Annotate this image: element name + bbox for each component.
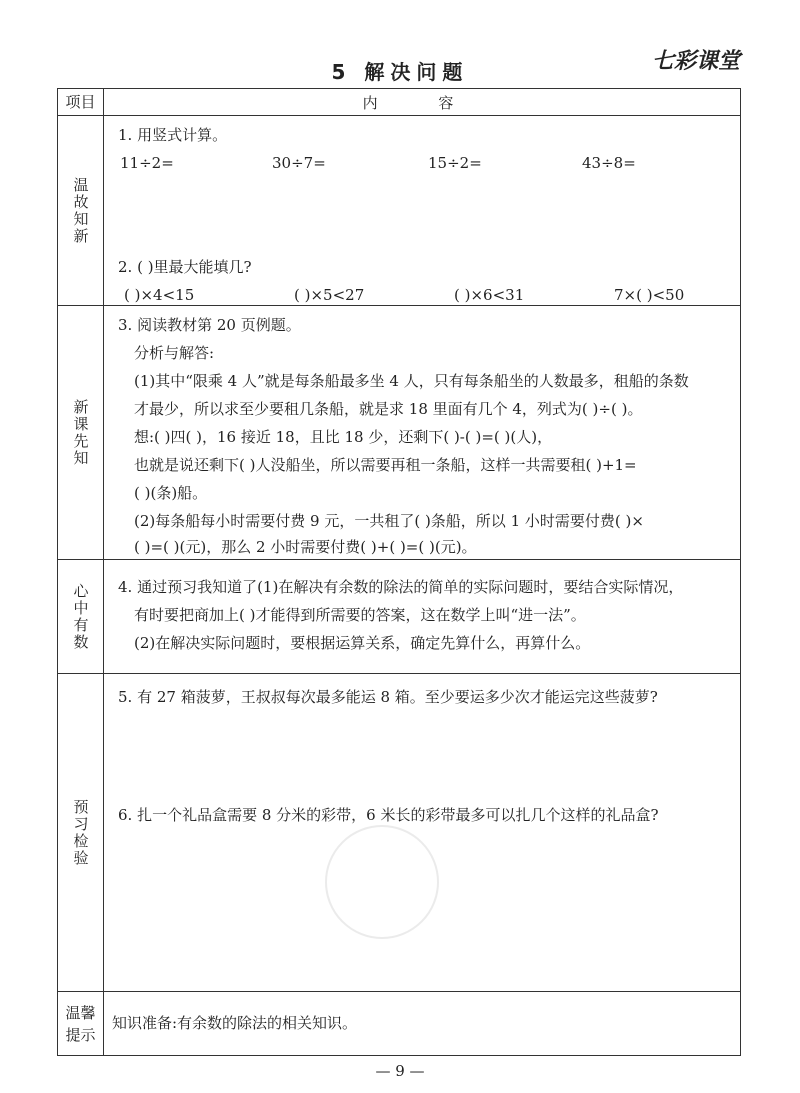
table-header-row xyxy=(58,89,740,115)
text-line: (1)其中“限乘 4 人”就是每条船最多坐 4 人，只有每条船坐的人数最多，租船的条数 xyxy=(134,372,689,390)
question-5: 5. 有 27 箱菠萝，王叔叔每次最多能运 8 箱。至少要运多少次才能运完这些菠萝? xyxy=(118,688,658,706)
section-label: 温故知新 xyxy=(71,176,90,245)
brand-logo: 七彩课堂 xyxy=(651,49,740,74)
watermark-stamp-icon xyxy=(325,825,439,939)
calc-item: 15÷2= xyxy=(428,154,482,172)
tip-text: 知识准备:有余数的除法的相关知识。 xyxy=(112,1014,358,1032)
section-label: 心中有数 xyxy=(71,582,90,651)
text-line: ( )=( )(元)，那么 2 小时需要付费( )+( )=( )(元)。 xyxy=(134,538,477,556)
calc-item: 30÷7= xyxy=(272,154,326,172)
calc-item: 11÷2= xyxy=(120,154,174,172)
text-line: 有时要把商加上( )才能得到所需要的答案，这在数学上叫“进一法”。 xyxy=(134,606,586,624)
question-6: 6. 扎一个礼品盒需要 8 分米的彩带，6 米长的彩带最多可以扎几个这样的礼品盒? xyxy=(118,806,659,824)
text-line: 想:( )四( )，16 接近 18，且比 18 少，还剩下( )-( )=( )(人)， xyxy=(134,428,553,446)
fill-item: ( )×5<27 xyxy=(294,286,365,304)
calc-item: 43÷8= xyxy=(582,154,636,172)
question-2: 2. ( )里最大能填几? xyxy=(118,258,252,276)
text-line: (2)在解决实际问题时，要根据运算关系，确定先算什么，再算什么。 xyxy=(134,634,591,652)
header-label: 项目 xyxy=(65,93,96,111)
fill-item: ( )×6<31 xyxy=(454,286,525,304)
section-tips xyxy=(58,991,740,1055)
fill-item: 7×( )<50 xyxy=(614,286,685,304)
text-line: 分析与解答: xyxy=(134,344,215,362)
section-label: 预习检验 xyxy=(71,798,90,867)
fill-item: ( )×4<15 xyxy=(124,286,195,304)
section-label: 温馨提示 xyxy=(65,1003,96,1044)
header-content: 内 容 xyxy=(362,93,482,112)
section-label: 新课先知 xyxy=(71,398,90,467)
text-line: ( )(条)船。 xyxy=(134,484,208,502)
text-line: (2)每条船每小时需要付费 9 元，一共租了( )条船，所以 1 小时需要付费( )× xyxy=(134,512,644,530)
section-new-lesson xyxy=(58,305,740,559)
page-number: — 9 — xyxy=(375,1062,425,1080)
section-summary xyxy=(58,559,740,673)
page-title: 5 解决问题 xyxy=(331,60,469,84)
question-4: 4. 通过预习我知道了(1)在解决有余数的除法的简单的实际问题时，要结合实际情况， xyxy=(118,578,684,596)
text-line: 才最少，所以求至少要租几条船，就是求 18 里面有几个 4，列式为( )÷( )。 xyxy=(134,400,643,418)
question-3: 3. 阅读教材第 20 页例题。 xyxy=(118,316,301,334)
text-line: 也就是说还剩下( )人没船坐，所以需要再租一条船，这样一共需要租( )+1= xyxy=(134,456,637,474)
section-review xyxy=(58,115,740,305)
question-1: 1. 用竖式计算。 xyxy=(118,126,228,144)
